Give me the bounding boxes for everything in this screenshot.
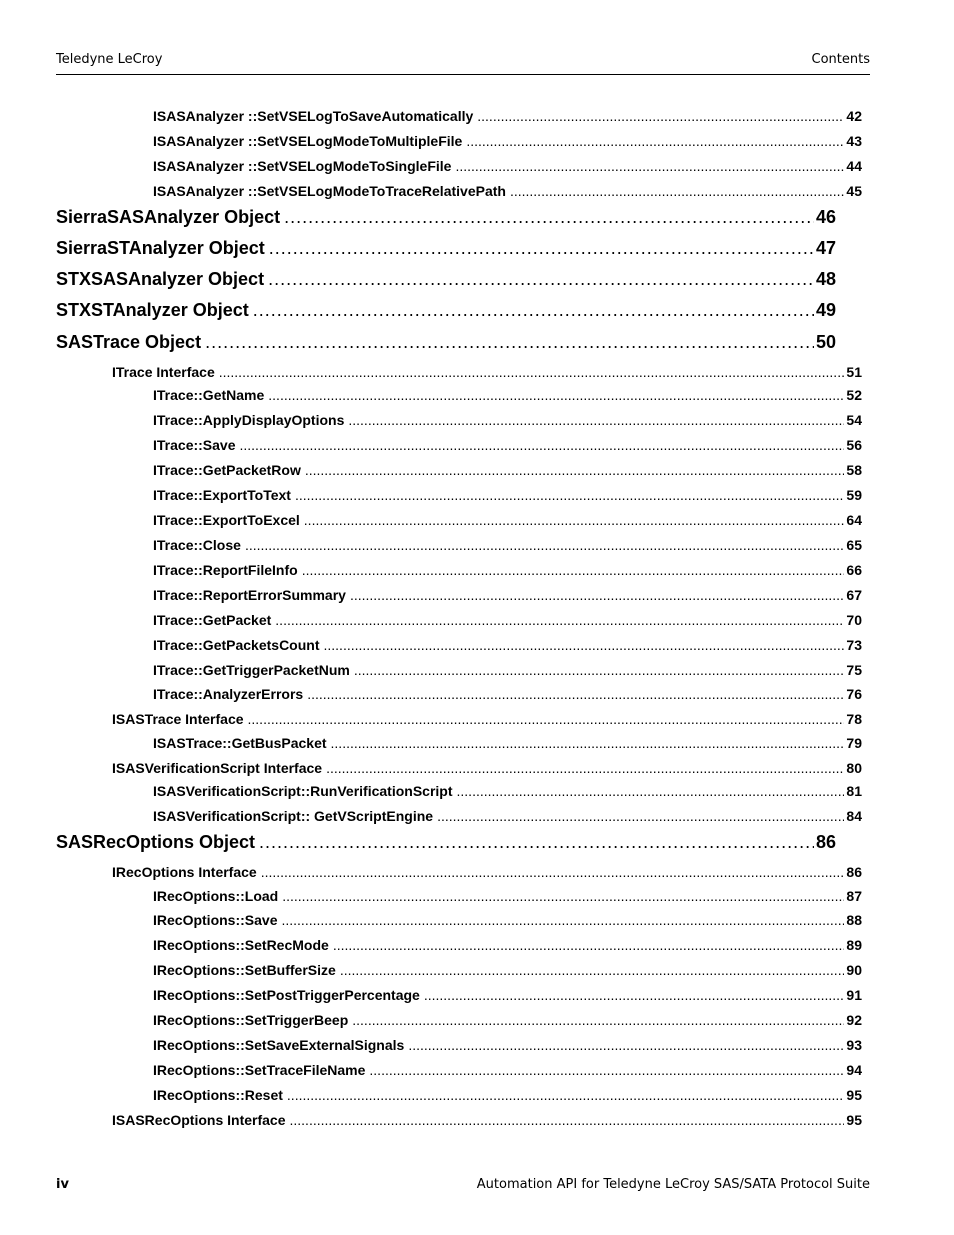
toc-entry-page: 46 <box>815 207 836 227</box>
toc-entry-title: ITrace::ReportErrorSummary <box>153 587 346 603</box>
footer-page-number: iv <box>56 1177 69 1192</box>
toc-leader-dots <box>307 686 844 702</box>
toc-entry-page: 42 <box>846 108 862 124</box>
toc-entry[interactable] <box>153 987 862 1003</box>
toc-entry-title: ITrace::AnalyzerErrors <box>153 686 304 702</box>
header-divider <box>56 74 870 75</box>
toc-leader-dots <box>424 987 845 1003</box>
toc-entry[interactable] <box>153 1037 862 1053</box>
toc-leader-dots <box>350 587 844 603</box>
toc-entry-page: 94 <box>846 1062 862 1078</box>
toc-entry-title: STXSASAnalyzer Object <box>56 269 265 289</box>
toc-entry[interactable] <box>153 937 862 953</box>
toc-entry-page: 92 <box>846 1012 862 1028</box>
toc-entry-page: 88 <box>846 912 862 928</box>
toc-entry-page: 95 <box>846 1087 862 1103</box>
toc-leader-dots <box>268 269 814 290</box>
toc-entry[interactable] <box>153 183 862 199</box>
toc-entry-page: 80 <box>846 760 862 776</box>
toc-entry[interactable] <box>153 437 862 453</box>
toc-leader-dots <box>290 1112 845 1128</box>
toc-entry[interactable] <box>153 487 862 503</box>
toc-entry-page: 51 <box>846 364 862 380</box>
toc-entry-title: IRecOptions::SetBufferSize <box>153 962 336 978</box>
toc-entry[interactable] <box>112 364 862 380</box>
toc-entry-title: ITrace::GetPacketRow <box>153 462 301 478</box>
toc-entry[interactable] <box>56 300 836 321</box>
toc-leader-dots <box>253 300 814 321</box>
toc-entry-title: ISASVerificationScript Interface <box>112 760 323 776</box>
toc-entry-title: STXSTAnalyzer Object <box>56 300 249 320</box>
toc-entry-title: ITrace::ExportToExcel <box>153 512 300 528</box>
toc-entry-title: ISASVerificationScript:: GetVScriptEngine <box>153 808 434 824</box>
toc-leader-dots <box>282 888 844 904</box>
toc-entry-page: 58 <box>846 462 862 478</box>
toc-entry-title: ISASAnalyzer ::SetVSELogModeToMultipleFile <box>153 133 463 149</box>
toc-entry-title: IRecOptions::SetPostTriggerPercentage <box>153 987 420 1003</box>
toc-entry[interactable] <box>153 158 862 174</box>
toc-entry-page: 78 <box>846 711 862 727</box>
toc-entry-page: 64 <box>846 512 862 528</box>
toc-entry-page: 65 <box>846 537 862 553</box>
toc-entry-page: 47 <box>815 238 836 258</box>
toc-entry[interactable] <box>153 512 862 528</box>
toc-leader-dots <box>240 437 845 453</box>
toc-entry[interactable] <box>153 587 862 603</box>
page-header <box>56 52 870 72</box>
toc-leader-dots <box>287 1087 845 1103</box>
toc-entry-page: 79 <box>846 735 862 751</box>
toc-entry[interactable] <box>56 269 836 290</box>
toc-entry[interactable] <box>153 686 862 702</box>
toc-entry-title: ITrace::GetPacketsCount <box>153 637 320 653</box>
toc-leader-dots <box>305 462 845 478</box>
toc-entry[interactable] <box>153 1087 862 1103</box>
toc-entry-title: IRecOptions Interface <box>112 864 257 880</box>
toc-entry-title: ITrace::ReportFileInfo <box>153 562 298 578</box>
toc-entry-page: 86 <box>815 832 836 852</box>
toc-leader-dots <box>324 637 845 653</box>
toc-entry-page: 45 <box>846 183 862 199</box>
toc-entry-page: 49 <box>815 300 836 320</box>
toc-entry[interactable] <box>112 711 862 727</box>
toc-leader-dots <box>369 1062 844 1078</box>
toc-leader-dots <box>304 512 845 528</box>
toc-leader-dots <box>326 760 844 776</box>
toc-entry-page: 50 <box>815 332 836 352</box>
toc-leader-dots <box>248 711 845 727</box>
toc-entry[interactable] <box>56 332 836 353</box>
toc-entry-title: IRecOptions::Reset <box>153 1087 283 1103</box>
toc-entry-page: 90 <box>846 962 862 978</box>
toc-entry-title: IRecOptions::Save <box>153 912 278 928</box>
toc-leader-dots <box>354 662 845 678</box>
toc-entry-page: 91 <box>846 987 862 1003</box>
toc-entry[interactable] <box>153 412 862 428</box>
toc-entry-page: 93 <box>846 1037 862 1053</box>
toc-entry-page: 89 <box>846 937 862 953</box>
toc-entry-page: 84 <box>846 808 862 824</box>
toc-leader-dots <box>510 183 844 199</box>
toc-entry-title: IRecOptions::SetTriggerBeep <box>153 1012 349 1028</box>
toc-entry[interactable] <box>112 864 862 880</box>
toc-leader-dots <box>284 207 814 228</box>
toc-entry-title: ISASAnalyzer ::SetVSELogToSaveAutomatically <box>153 108 474 124</box>
toc-entry[interactable] <box>112 760 862 776</box>
toc-entry-page: 48 <box>815 269 836 289</box>
toc-entry-title: ISASAnalyzer ::SetVSELogModeToSingleFile <box>153 158 452 174</box>
toc-leader-dots <box>302 562 845 578</box>
toc-leader-dots <box>408 1037 844 1053</box>
toc-leader-dots <box>437 808 844 824</box>
toc-leader-dots <box>245 537 844 553</box>
toc-entry[interactable] <box>153 962 862 978</box>
toc-entry[interactable] <box>153 735 862 751</box>
toc-entry-title: IRecOptions::SetRecMode <box>153 937 329 953</box>
toc-entry-page: 73 <box>846 637 862 653</box>
toc-entry[interactable] <box>153 662 862 678</box>
toc-leader-dots <box>281 912 844 928</box>
toc-entry[interactable] <box>153 912 862 928</box>
toc-entry[interactable] <box>153 133 862 149</box>
toc-entry-page: 56 <box>846 437 862 453</box>
toc-entry-page: 66 <box>846 562 862 578</box>
header-company: Teledyne LeCroy <box>56 52 163 67</box>
toc-entry-title: ISASTrace::GetBusPacket <box>153 735 327 751</box>
toc-leader-dots <box>269 238 814 259</box>
toc-leader-dots <box>275 612 844 628</box>
toc-entry-title: ITrace::ApplyDisplayOptions <box>153 412 345 428</box>
toc-entry-title: ISASAnalyzer ::SetVSELogModeToTraceRelativePath <box>153 183 506 199</box>
toc-entry-page: 43 <box>846 133 862 149</box>
toc-leader-dots <box>331 735 845 751</box>
toc-entry-page: 67 <box>846 587 862 603</box>
toc-entry[interactable] <box>153 808 862 824</box>
toc-entry[interactable] <box>153 537 862 553</box>
footer-document-title: Automation API for Teledyne LeCroy SAS/SATA Protocol Suite <box>476 1177 870 1192</box>
toc-entry-page: 44 <box>846 158 862 174</box>
toc-entry-page: 86 <box>846 864 862 880</box>
toc-entry-page: 59 <box>846 487 862 503</box>
toc-entry[interactable] <box>112 1112 862 1128</box>
toc-leader-dots <box>261 864 845 880</box>
toc-entry-page: 76 <box>846 686 862 702</box>
toc-entry-title: ITrace Interface <box>112 364 215 380</box>
toc-entry[interactable] <box>153 888 862 904</box>
toc-entry-page: 75 <box>846 662 862 678</box>
toc-entry-page: 81 <box>846 783 862 799</box>
toc-leader-dots <box>205 332 814 353</box>
toc-entry[interactable] <box>153 637 862 653</box>
toc-entry[interactable] <box>153 783 862 799</box>
toc-entry[interactable] <box>153 108 862 124</box>
toc-leader-dots <box>348 412 844 428</box>
toc-leader-dots <box>352 1012 844 1028</box>
toc-entry-title: ITrace::Close <box>153 537 241 553</box>
toc-entry[interactable] <box>56 832 836 853</box>
toc-entry-page: 95 <box>846 1112 862 1128</box>
toc-entry-page: 87 <box>846 888 862 904</box>
toc-entry-title: ISASTrace Interface <box>112 711 244 727</box>
toc-leader-dots <box>477 108 844 124</box>
toc-entry[interactable] <box>153 1062 862 1078</box>
toc-leader-dots <box>457 783 845 799</box>
toc-entry-page: 52 <box>846 387 862 403</box>
toc-entry-title: SASRecOptions Object <box>56 832 256 852</box>
header-section: Contents <box>811 52 870 67</box>
toc-leader-dots <box>219 364 845 380</box>
toc-leader-dots <box>466 133 844 149</box>
toc-entry-title: SierraSASAnalyzer Object <box>56 207 281 227</box>
toc-entry-title: IRecOptions::Load <box>153 888 279 904</box>
toc-entry-title: ISASVerificationScript::RunVerificationScript <box>153 783 453 799</box>
toc-entry-title: ITrace::GetPacket <box>153 612 272 628</box>
toc-entry-title: ITrace::ExportToText <box>153 487 291 503</box>
toc-leader-dots <box>340 962 845 978</box>
toc-entry[interactable] <box>153 562 862 578</box>
toc-leader-dots <box>455 158 844 174</box>
toc-entry[interactable] <box>153 387 862 403</box>
toc-entry[interactable] <box>56 207 836 228</box>
toc-entry-title: ITrace::GetName <box>153 387 265 403</box>
toc-leader-dots <box>259 832 814 853</box>
toc-entry-title: IRecOptions::SetTraceFileName <box>153 1062 366 1078</box>
toc-entry[interactable] <box>153 462 862 478</box>
toc-entry-title: ISASRecOptions Interface <box>112 1112 286 1128</box>
toc-leader-dots <box>268 387 844 403</box>
toc-entry-title: SierraSTAnalyzer Object <box>56 238 265 258</box>
toc-entry[interactable] <box>56 238 836 259</box>
toc-entry-title: ITrace::GetTriggerPacketNum <box>153 662 350 678</box>
toc-entry[interactable] <box>153 612 862 628</box>
toc-entry-page: 70 <box>846 612 862 628</box>
toc-leader-dots <box>333 937 845 953</box>
toc-leader-dots <box>295 487 844 503</box>
toc-entry[interactable] <box>153 1012 862 1028</box>
toc-entry-title: SASTrace Object <box>56 332 202 352</box>
toc-entry-title: IRecOptions::SetSaveExternalSignals <box>153 1037 405 1053</box>
toc-entry-page: 54 <box>846 412 862 428</box>
toc-entry-title: ITrace::Save <box>153 437 236 453</box>
